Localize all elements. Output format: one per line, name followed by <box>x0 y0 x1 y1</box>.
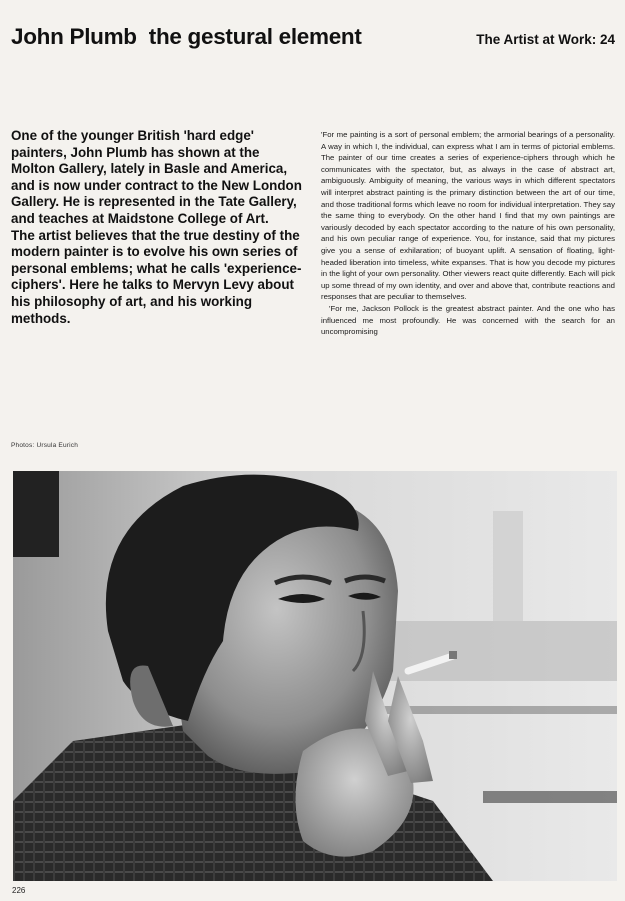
body-paragraph: 'For me painting is a sort of personal emblem; the armorial bearings of a personality. A way in which I, the individual, can express what I am in terms of pictorial emblems. The painter of our time creates a series of experience-ciphers through which he communicates with the spectator, but, as always in the case of abstract art, ambiguously. Ambiguity of meaning, the various ways in which different spectators will interpret abstract painting is the primary distinction between the art of our time, and those traditional forms which leave no room for individual interpretation. They say the same thing to everybody. On the other hand I find that my own paintings are variously decoded by each spectator according to the nature of his own personality, and his own peculiar range of experience. You, for instance, said that my pictures give you a sense of exhilaration; of buoyant uplift. A sensation of floating, light-headed liberation into timeless, white expanses. That is how you decode my pictures in the light of your own personality. Other viewers react quite differently. Each will pick up some thread of my own identity, and over and above that, contribute reactions and responses that are peculiar to themselves. <box>321 130 615 302</box>
title-subject: the gestural element <box>148 24 362 49</box>
article-body-column <box>321 129 615 338</box>
article-title <box>11 24 362 50</box>
intro-paragraph: The artist believes that the true destiny of the modern painter is to evolve his own series of personal emblems; what he calls 'experience-ciphers'. Here he talks to Mervyn Levy about his philosophy of art, and his working methods. <box>11 227 302 326</box>
series-label: The Artist at Work: 24 <box>476 32 615 47</box>
page-number: 226 <box>12 886 26 895</box>
body-paragraph: 'For me, Jackson Pollock is the greatest abstract painter. And the one who has influenced me most profoundly. He was concerned with the search for an uncompromising <box>321 303 615 337</box>
portrait-illustration <box>13 471 617 881</box>
portrait-photo <box>13 471 617 881</box>
article-header <box>11 24 615 54</box>
photo-credit: Photos: Ursula Eurich <box>11 442 79 449</box>
intro-paragraph: One of the younger British 'hard edge' painters, John Plumb has shown at the Molton Gallery, lately in Basle and America, and is now under contract to the New London Gallery. He is represented in the Tate Gallery, and teaches at Maidstone College of Art. <box>11 128 302 226</box>
intro-standfirst <box>11 128 303 327</box>
title-artist-name: John Plumb <box>11 24 137 49</box>
